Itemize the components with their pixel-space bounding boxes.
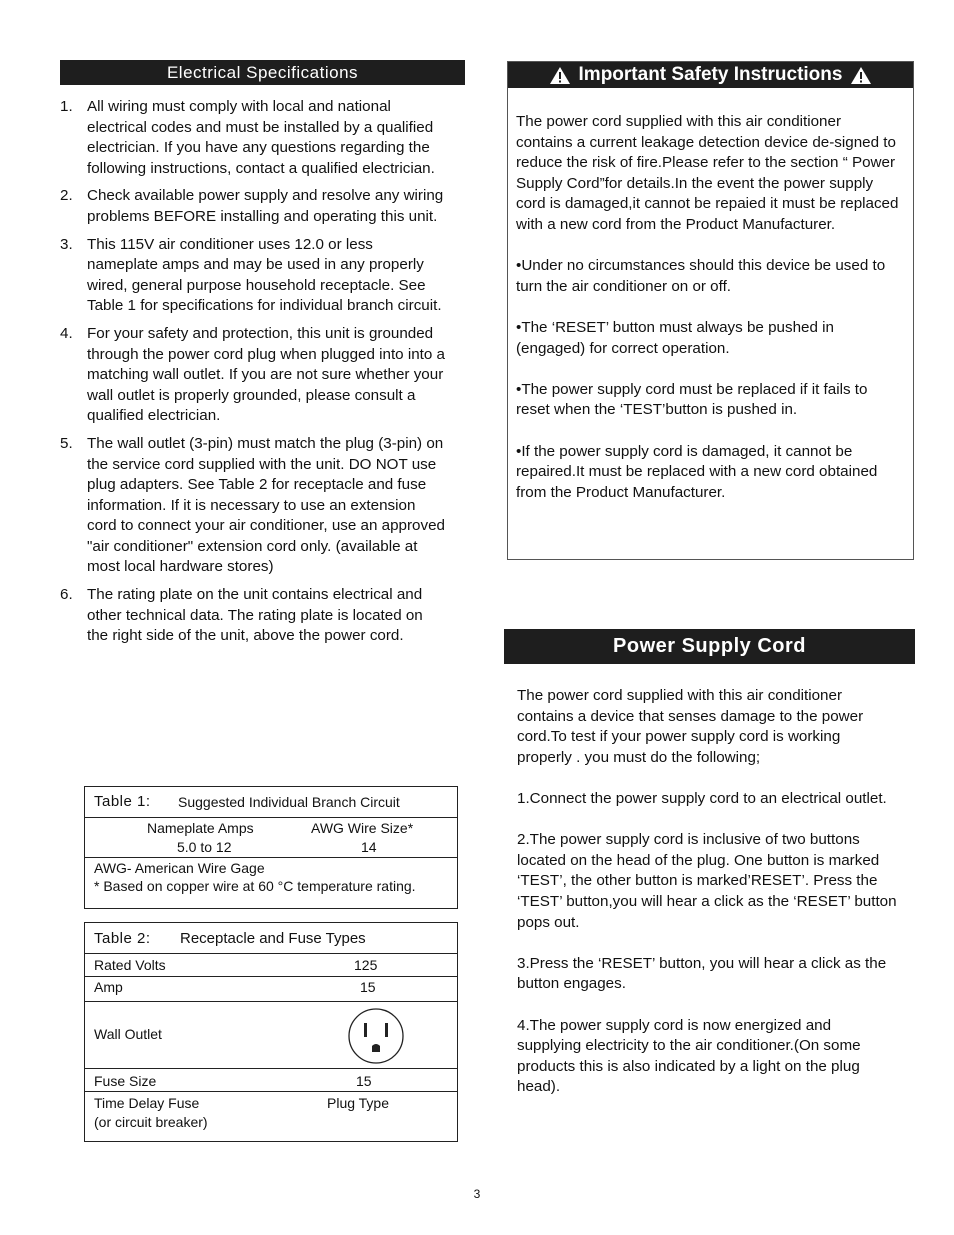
plug-type-label: Plug Type — [327, 1095, 390, 1111]
list-item-text: The rating plate on the unit contains electrical and other technical data. The rating plate is located on the right side of the unit, above the power cord. — [87, 586, 423, 645]
safety-paragraph: •The ‘RESET’ button must always be pushed in (engaged) for correct operation. — [516, 318, 834, 357]
power-cord-paragraph: 1.Connect the power supply cord to an electrical outlet. — [517, 789, 887, 807]
power-supply-cord-heading — [504, 629, 915, 664]
rated-volts-row — [85, 954, 457, 977]
nameplate-amps-value: 5.0 to 12 — [177, 839, 232, 855]
list-item — [60, 186, 445, 227]
wall-outlet-icon — [347, 1007, 405, 1065]
list-item-text: Check available power supply and resolve any wiring problems BEFORE installing and operating this unit. — [87, 187, 444, 225]
rated-volts-value: 125 — [354, 957, 378, 973]
power-supply-cord-title: Power Supply Cord — [613, 635, 806, 657]
fuse-size-value: 15 — [356, 1073, 372, 1089]
table-1-data-row — [85, 818, 457, 858]
table-2 — [84, 922, 458, 1142]
safety-paragraph: •The power supply cord must be replaced if it fails to reset when the ‘TEST’button is pushed in. — [516, 380, 868, 419]
list-item — [60, 235, 445, 317]
copper-wire-note: * Based on copper wire at 60 °C temperature rating. — [94, 878, 416, 894]
safety-instructions-title: Important Safety Instructions — [578, 64, 843, 85]
table-1-title: Suggested Individual Branch Circuit — [178, 794, 400, 810]
power-supply-cord-body — [517, 686, 897, 1118]
fuse-size-label: Fuse Size — [94, 1073, 157, 1089]
time-delay-fuse-label: Time Delay Fuse — [94, 1095, 200, 1111]
list-item-text: All wiring must comply with local and national electrical codes and must be installed by a qualified electrician. If you have any questions regarding the following instructions, contact a qualified electrician. — [87, 98, 435, 177]
power-cord-paragraph: 2.The power supply cord is inclusive of two buttons located on the head of the plug. One button is marked ‘TEST’, the other button is marked’RESET’. Press the ‘TEST’ button,you will hear a click as the ‘RESET’ button pops out. — [517, 831, 897, 931]
page-number: 3 — [473, 1187, 481, 1201]
amp-value: 15 — [360, 979, 376, 995]
list-item-number: 5. — [60, 434, 73, 452]
electrical-specifications-heading — [60, 60, 465, 85]
power-cord-paragraph: 4.The power supply cord is now energized and supplying electricity to the air conditioner.(On some products this is also indicated by a light on the plug head). — [517, 1016, 861, 1096]
list-item-text: For your safety and protection, this unit is grounded through the power cord plug when plugged into into a matching wall outlet. If you are not sure whether your wall outlet is properly grounded, please consult a qualified electrician. — [87, 324, 446, 425]
list-item-number: 2. — [60, 187, 73, 205]
amp-label: Amp — [94, 979, 123, 995]
awg-wire-size-value: 14 — [361, 839, 377, 855]
list-item-number: 6. — [60, 586, 73, 604]
list-item — [60, 434, 445, 578]
table-2-title: Receptacle and Fuse Types — [180, 930, 366, 947]
electrical-specifications-list — [60, 97, 445, 654]
safety-instructions-heading — [508, 62, 913, 88]
list-item — [60, 324, 445, 427]
rated-volts-label: Rated Volts — [94, 957, 166, 973]
fuse-size-row — [85, 1069, 457, 1092]
circuit-breaker-label: (or circuit breaker) — [94, 1114, 208, 1130]
table-1-notes-row — [85, 858, 457, 906]
safety-paragraph: •If the power supply cord is damaged, it cannot be repaired.It must be replaced with a new cord obtained from the Product Manufacturer. — [516, 442, 878, 501]
nameplate-amps-header: Nameplate Amps — [147, 820, 254, 836]
wall-outlet-row — [85, 1002, 457, 1069]
safety-instructions-body — [516, 112, 901, 524]
list-item-text: The wall outlet (3-pin) must match the plug (3-pin) on the service cord supplied with the unit. DO NOT use plug adapters. See Table 2 for receptacle and fuse information. If it is necessary to use an extension cord to connect your air conditioner, use an approved "air conditioner" extension cord only. (available at most local hardware stores) — [87, 434, 445, 576]
power-cord-paragraph: 3.Press the ‘RESET’ button, you will hear a click as the button engages. — [517, 954, 887, 993]
time-delay-fuse-row — [85, 1092, 457, 1139]
safety-paragraph: •Under no circumstances should this device be used to turn the air conditioner on or off. — [516, 257, 886, 295]
table-1 — [84, 786, 458, 909]
table-2-title-row — [85, 923, 457, 954]
table-1-label: Table 1: — [94, 793, 151, 810]
list-item-number: 4. — [60, 324, 73, 342]
amp-row — [85, 977, 457, 1002]
list-item-number: 3. — [60, 235, 73, 253]
safety-paragraph: The power cord supplied with this air conditioner contains a current leakage detection device de-signed to reduce the risk of fire.Please refer to the section “ Power Supply Cord”for details.In the event the power supply cord is damaged,it cannot be repaied it must be replaced with a new cord from the Product Manufacturer. — [516, 113, 899, 233]
safety-instructions-box — [507, 61, 914, 560]
electrical-specifications-title: Electrical Specifications — [166, 62, 359, 82]
warning-icon — [850, 66, 872, 85]
wall-outlet-label: Wall Outlet — [94, 1026, 162, 1042]
table-1-title-row — [85, 787, 457, 818]
awg-wire-size-header: AWG Wire Size* — [311, 820, 414, 836]
list-item — [60, 585, 445, 647]
warning-icon — [549, 66, 571, 85]
list-item-number: 1. — [60, 98, 73, 115]
table-2-label: Table 2: — [94, 930, 151, 947]
power-cord-paragraph: The power cord supplied with this air conditioner contains a device that senses damage to the power cord.To test if your power supply cord is working properly . you must do the following; — [517, 687, 864, 766]
list-item-text: This 115V air conditioner uses 12.0 or less nameplate amps and may be used in any properly wired, general purpose household receptacle. See Table 1 for specifications for individual branch circuit. — [87, 235, 442, 315]
list-item — [60, 97, 445, 179]
awg-note: AWG- American Wire Gage — [94, 860, 265, 876]
